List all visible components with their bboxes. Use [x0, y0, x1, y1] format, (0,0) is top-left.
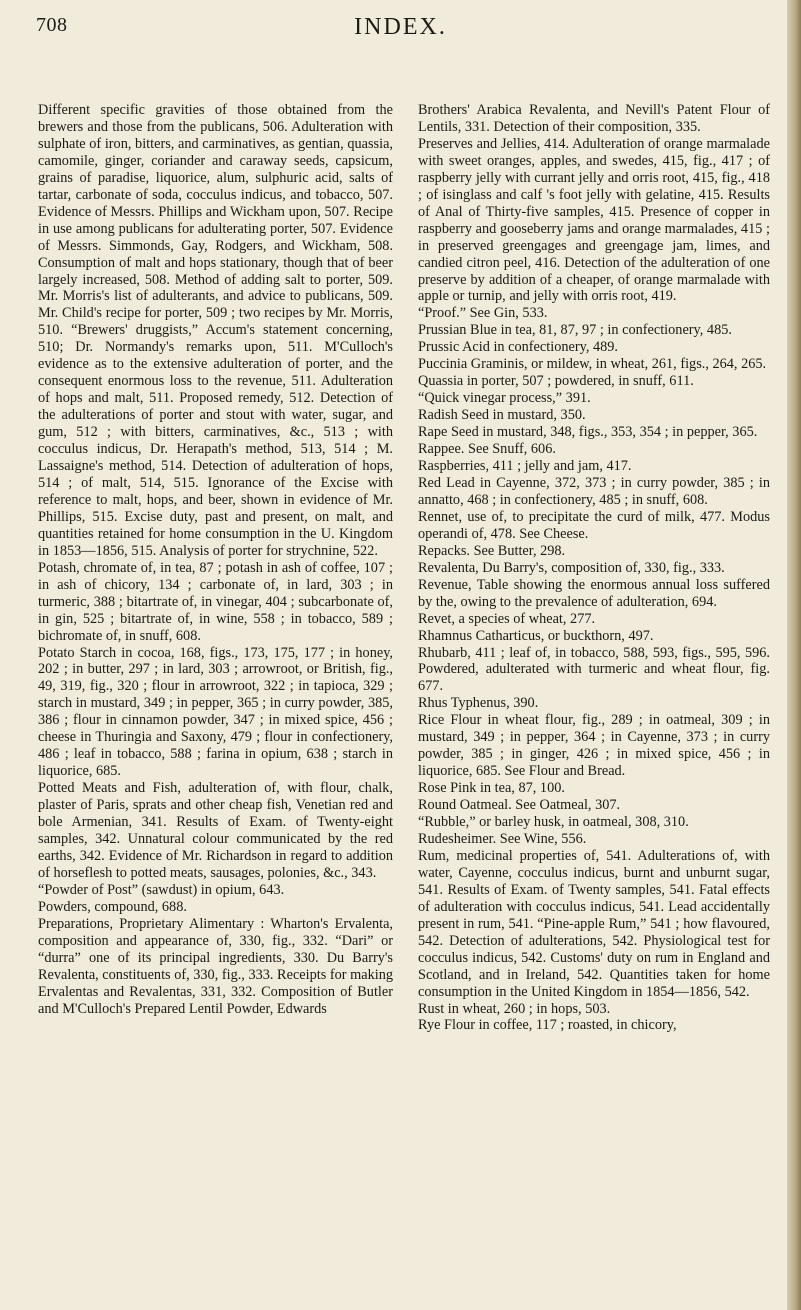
- index-entry: Potash, chromate of, in tea, 87 ; potash in ash of coffee, 107 ; in ash of chicory, 134 ; carbonate of, in lard, 303 ; in turmeric, 388 ; bitartrate of, in vinegar, 404 ; subcarbonate of, in gin, 525 ; bitartrate of, in wine, 558 ; in tobacco, 589 ; bichromate of, in snuff, 608.: [38, 559, 393, 644]
- index-entry: Rappee. See Snuff, 606.: [418, 441, 556, 458]
- index-entry: Round Oatmeal. See Oatmeal, 307.: [418, 797, 621, 814]
- index-entry: Rhamnus Catharticus, or buckthorn, 497.: [418, 627, 654, 644]
- index-entry: Preparations, Proprietary Alimentary : Wharton's Ervalenta, composition and appearance of, 330, fig., 332. “Dari” or “durra” one of its principal ingredients, 330. Du Barry's Revalenta, constituents of, 330, fig., 333. Receipts for making Ervalentas and Revalentas, 331, 332. Composition of Butler and M'Culloch's Prepared Lentil Powder, Edwards: [38, 915, 393, 1017]
- index-entry: Rose Pink in tea, 87, 100.: [418, 780, 565, 797]
- index-entry: Prussian Blue in tea, 81, 87, 97 ; in confectionery, 485.: [418, 322, 732, 339]
- index-entry: “Powder of Post” (sawdust) in opium, 643.: [38, 881, 285, 898]
- index-entry: Quassia in porter, 507 ; powdered, in snuff, 611.: [418, 373, 694, 390]
- index-entry: Revet, a species of wheat, 277.: [418, 610, 596, 627]
- left-column: [38, 102, 393, 1017]
- index-entry: Rye Flour in coffee, 117 ; roasted, in chicory,: [418, 1017, 677, 1034]
- page-number: 708: [36, 14, 68, 36]
- index-entry: Rust in wheat, 260 ; in hops, 503.: [418, 1000, 611, 1017]
- index-entry: Powders, compound, 688.: [38, 898, 187, 915]
- index-entry: Revalenta, Du Barry's, composition of, 330, fig., 333.: [418, 559, 725, 576]
- index-entry: Potted Meats and Fish, adulteration of, with flour, chalk, plaster of Paris, sprats and other cheap fish, Venetian red and bole Armenian, 341. Results of Exam. of Twenty-eight samples, 342. Unnatural colour communicated by the red earths, 342. Evidence of Mr. Richardson in regard to addition of horseflesh to potted meats, sausages, polonies, &c., 343.: [38, 780, 393, 881]
- index-entry: Potato Starch in cocoa, 168, figs., 173, 175, 177 ; in honey, 202 ; in butter, 297 ; in lard, 303 ; arrowroot, or British, fig., 49, 319, fig., 320 ; flour in arrowroot, 322 ; in tapioca, 329 ; starch in mustard, 349 ; in pepper, 365 ; in curry powder, 385, 386 ; flour in cinnamon powder, 347 ; in mixed spice, 456 ; cheese in Thuringia and Saxony, 479 ; flour in confectionery, 486 ; leaf in tobacco, 588 ; farina in opium, 638 ; starch in liquorice, 685.: [38, 644, 393, 780]
- index-entry: Prussic Acid in confectionery, 489.: [418, 339, 618, 356]
- index-entry: Radish Seed in mustard, 350.: [418, 407, 586, 424]
- running-head: INDEX.: [354, 14, 447, 40]
- index-entry: Rhus Typhenus, 390.: [418, 695, 539, 712]
- index-entry: Brothers' Arabica Revalenta, and Nevill's Patent Flour of Lentils, 331. Detection of their composition, 335.: [418, 102, 770, 135]
- index-entry: “Quick vinegar process,” 391.: [418, 390, 591, 407]
- book-binding-edge: [787, 0, 801, 1310]
- index-entry: Revenue, Table showing the enormous annual loss suffered by the, owing to the prevalence of adulteration, 694.: [418, 576, 770, 610]
- index-entry: Rum, medicinal properties of, 541. Adulterations of, with water, Cayenne, cocculus indicus, burnt and unburnt sugar, 541. Results of Exam. of Twenty samples, 541. Fatal effects of adulteration with cocculus indicus, 541. Lead accidentally present in rum, 541. “Pine-apple Rum,” 541 ; how flavoured, 542. Detection of adulterations, 542. Physiological test for cocculus indicus, 542. Customs' duty on rum in England and Scotland, and in Ireland, 542. Quantities taken for home consumption in the United Kingdom in 1854—1856, 542.: [418, 847, 770, 1000]
- right-column: [418, 102, 770, 1034]
- index-entry: Rennet, use of, to precipitate the curd of milk, 477. Modus operandi of, 478. See Cheese.: [418, 508, 770, 542]
- index-entry: Rudesheimer. See Wine, 556.: [418, 830, 587, 847]
- index-entry: Raspberries, 411 ; jelly and jam, 417.: [418, 458, 632, 475]
- index-entry: Repacks. See Butter, 298.: [418, 542, 566, 559]
- index-entry: Rape Seed in mustard, 348, figs., 353, 354 ; in pepper, 365.: [418, 424, 758, 441]
- index-entry: Rice Flour in wheat flour, fig., 289 ; in oatmeal, 309 ; in mustard, 349 ; in pepper, 364 ; in Cayenne, 373 ; in curry powder, 385 ; in ginger, 426 ; in mixed spice, 456 ; in liquorice, 685. See Flour and Bread.: [418, 712, 770, 780]
- index-entry: Different specific gravities of those obtained from the brewers and those from the publicans, 506. Adulteration with sulphate of iron, bitters, and carminatives, as gentian, quassia, camomile, ginger, coriander and caraway seeds, capsicum, grains of paradise, liquorice, alum, sulphuric acid, salts of tartar, carbonate of soda, cocculus indicus, and tobacco, 507. Evidence of Messrs. Phillips and Wickham upon, 507. Recipe in use among publicans for adulterating porter, 507. Evidence of Messrs. Simmonds, Gay, Rodgers, and Wickham, 508. Consumption of malt and hops stationary, though that of beer largely increased, 508. Method of adding salt to porter, 509. Mr. Morris's list of adulterants, and advice to publicans, 509. Mr. Child's recipe for porter, 509 ; two recipes by Mr. Morris, 510. “Brewers' druggists,” Accum's statement concerning, 510; Dr. Normandy's remarks upon, 511. M'Culloch's evidence as to the extensive adulteration of porter, and the consequent enormous loss to the revenue, 511. Adulteration of hops and malt, 511. Proposed remedy, 512. Detection of the adulterations of porter and stout with water, sugar, and gum, 512 ; with bitters, carminatives, &c., 513 ; with cocculus indicus, Dr. Herapath's method, 513, 514 ; M. Lassaigne's method, 514. Detection of adulteration of hops, 514 ; of malt, 514, 515. Ignorance of the Excise with reference to malt, hops, and beer, shown in evidence of Mr. Phillips, 515. Excise duty, past and present, on malt, and quantities retained for home consumption in the U. Kingdom in 1853—1856, 515. Analysis of porter for strychnine, 522.: [38, 102, 393, 559]
- index-entry: Puccinia Graminis, or mildew, in wheat, 261, figs., 264, 265.: [418, 356, 767, 373]
- index-entry: “Rubble,” or barley husk, in oatmeal, 308, 310.: [418, 814, 689, 831]
- index-entry: “Proof.” See Gin, 533.: [418, 305, 548, 322]
- index-entry: Rhubarb, 411 ; leaf of, in tobacco, 588, 593, figs., 595, 596. Powdered, adulterated with turmeric and wheat flour, fig. 677.: [418, 644, 770, 695]
- index-entry: Red Lead in Cayenne, 372, 373 ; in curry powder, 385 ; in annatto, 468 ; in confectionery, 485 ; in snuff, 608.: [418, 474, 770, 508]
- index-entry: Preserves and Jellies, 414. Adulteration of orange marmalade with sweet oranges, apples, and swedes, 415, fig., 417 ; of raspberry jelly with currant jelly and orris root, 415, fig., 418 ; of isinglass and calf 's foot jelly with gelatine, 415. Results of Anal of Thirty-five samples, 415. Presence of copper in raspberry and gooseberry jams and orange marmalades, 415 ; in preserved greengages and greengage jam, limes, and candied citron peel, 416. Detection of the adulteration of one preserve by addition of a cheaper, of orange marmalade with apple or turnip, and jelly with orris root, 419.: [418, 135, 770, 305]
